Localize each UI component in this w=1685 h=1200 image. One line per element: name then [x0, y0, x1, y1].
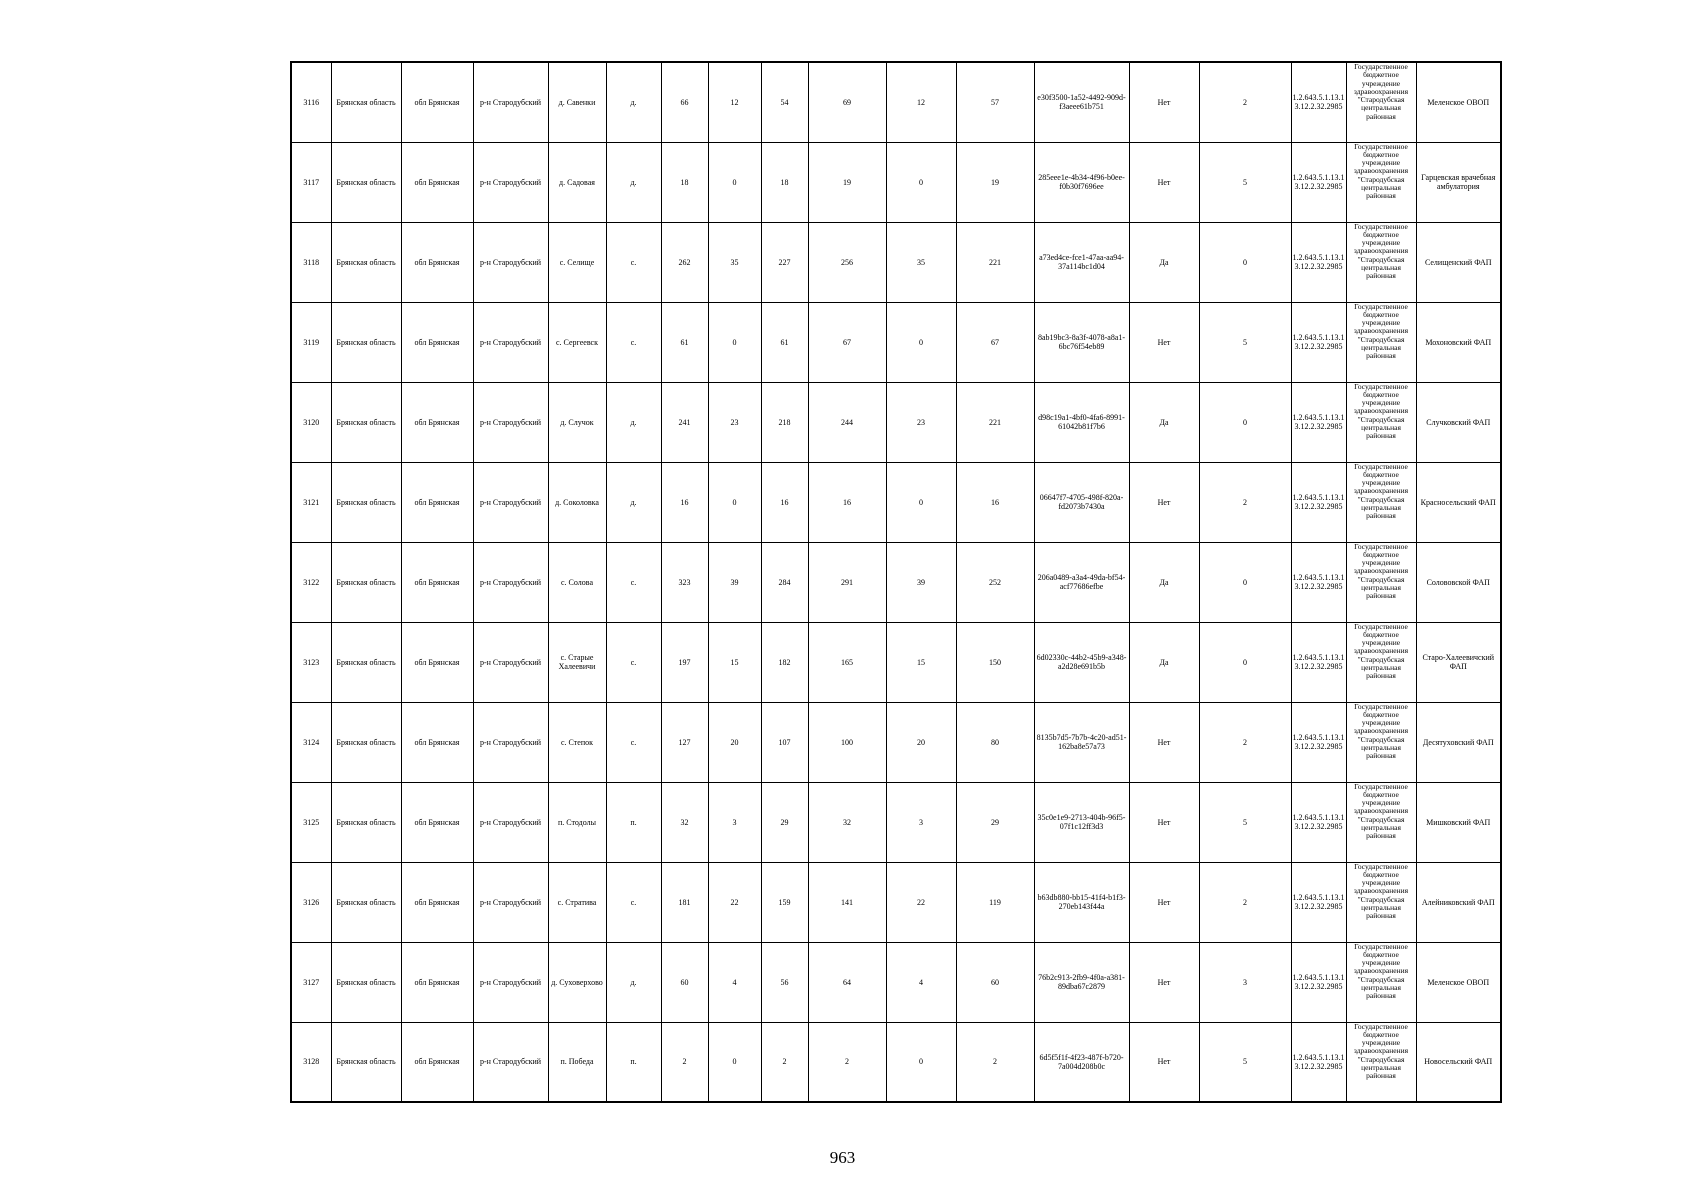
cell-oblast: обл Брянская: [401, 862, 473, 942]
cell-locality: д. Садовая: [548, 142, 606, 222]
cell-org: Государственное бюджетное учреждение здравоохранения "Стародубская центральная районная: [1346, 382, 1416, 462]
cell-locality: д. Случок: [548, 382, 606, 462]
cell-region: Брянская область: [331, 942, 401, 1022]
cell-type: д.: [606, 942, 661, 1022]
cell-n4: 244: [808, 382, 886, 462]
cell-locality: д. Суховерхово: [548, 942, 606, 1022]
cell-n6: 57: [956, 62, 1034, 142]
cell-guid: 06647f7-4705-498f-820a-fd2073b7430a: [1034, 462, 1129, 542]
cell-org: Государственное бюджетное учреждение здравоохранения "Стародубская центральная районная: [1346, 542, 1416, 622]
cell-oid: 1.2.643.5.1.13.13.12.2.32.2985: [1291, 542, 1346, 622]
table-row: [291, 462, 1501, 542]
cell-n4: 256: [808, 222, 886, 302]
cell-n3: 18: [761, 142, 808, 222]
cell-oid: 1.2.643.5.1.13.13.12.2.32.2985: [1291, 382, 1346, 462]
cell-flag: Нет: [1129, 142, 1199, 222]
cell-guid: 8ab19bc3-8a3f-4078-a8a1-6bc76f54eb89: [1034, 302, 1129, 382]
cell-count: 5: [1199, 782, 1291, 862]
cell-count: 0: [1199, 542, 1291, 622]
cell-guid: d98c19a1-4bf0-4fa6-8991-61042b81f7b6: [1034, 382, 1129, 462]
cell-type: п.: [606, 1022, 661, 1102]
cell-flag: Да: [1129, 222, 1199, 302]
table-row: [291, 862, 1501, 942]
cell-num: 3118: [291, 222, 331, 302]
cell-n1: 61: [661, 302, 708, 382]
cell-n4: 32: [808, 782, 886, 862]
cell-rayon: р-н Стародубский: [473, 142, 548, 222]
cell-type: с.: [606, 542, 661, 622]
cell-count: 0: [1199, 222, 1291, 302]
cell-n2: 0: [708, 462, 761, 542]
cell-n3: 182: [761, 622, 808, 702]
cell-flag: Нет: [1129, 702, 1199, 782]
cell-num: 3123: [291, 622, 331, 702]
cell-org: Государственное бюджетное учреждение здравоохранения "Стародубская центральная районная: [1346, 622, 1416, 702]
cell-n6: 19: [956, 142, 1034, 222]
cell-n6: 60: [956, 942, 1034, 1022]
cell-n5: 0: [886, 302, 956, 382]
cell-oid: 1.2.643.5.1.13.13.12.2.32.2985: [1291, 302, 1346, 382]
cell-region: Брянская область: [331, 542, 401, 622]
cell-guid: 35c0e1e9-2713-404b-96f5-07f1c12ff3d3: [1034, 782, 1129, 862]
cell-n5: 12: [886, 62, 956, 142]
cell-type: с.: [606, 862, 661, 942]
cell-unit: Меленское ОВОП: [1416, 942, 1501, 1022]
cell-n5: 4: [886, 942, 956, 1022]
cell-rayon: р-н Стародубский: [473, 702, 548, 782]
cell-unit: Мохоновский ФАП: [1416, 302, 1501, 382]
cell-locality: п. Победа: [548, 1022, 606, 1102]
cell-num: 3126: [291, 862, 331, 942]
cell-num: 3125: [291, 782, 331, 862]
cell-rayon: р-н Стародубский: [473, 1022, 548, 1102]
cell-oid: 1.2.643.5.1.13.13.12.2.32.2985: [1291, 942, 1346, 1022]
cell-oblast: обл Брянская: [401, 1022, 473, 1102]
cell-flag: Да: [1129, 622, 1199, 702]
cell-count: 2: [1199, 62, 1291, 142]
cell-locality: с. Селище: [548, 222, 606, 302]
cell-flag: Нет: [1129, 782, 1199, 862]
cell-flag: Нет: [1129, 1022, 1199, 1102]
cell-n4: 64: [808, 942, 886, 1022]
cell-n1: 241: [661, 382, 708, 462]
cell-region: Брянская область: [331, 462, 401, 542]
cell-count: 5: [1199, 142, 1291, 222]
cell-type: д.: [606, 382, 661, 462]
cell-n4: 16: [808, 462, 886, 542]
cell-n5: 22: [886, 862, 956, 942]
cell-n5: 20: [886, 702, 956, 782]
cell-unit: Старо-Халеевичский ФАП: [1416, 622, 1501, 702]
cell-org: Государственное бюджетное учреждение здравоохранения "Стародубская центральная районная: [1346, 782, 1416, 862]
cell-n6: 80: [956, 702, 1034, 782]
table-row: [291, 1022, 1501, 1102]
cell-org: Государственное бюджетное учреждение здравоохранения "Стародубская центральная районная: [1346, 302, 1416, 382]
cell-rayon: р-н Стародубский: [473, 62, 548, 142]
cell-rayon: р-н Стародубский: [473, 542, 548, 622]
cell-count: 3: [1199, 942, 1291, 1022]
cell-n5: 15: [886, 622, 956, 702]
cell-type: д.: [606, 462, 661, 542]
cell-unit: Солововской ФАП: [1416, 542, 1501, 622]
cell-n1: 2: [661, 1022, 708, 1102]
cell-num: 3117: [291, 142, 331, 222]
cell-rayon: р-н Стародубский: [473, 302, 548, 382]
cell-locality: с. Сергеевск: [548, 302, 606, 382]
cell-unit: Десятуховский ФАП: [1416, 702, 1501, 782]
page-number: 963: [829, 1148, 856, 1167]
cell-n1: 16: [661, 462, 708, 542]
cell-oid: 1.2.643.5.1.13.13.12.2.32.2985: [1291, 1022, 1346, 1102]
cell-n1: 18: [661, 142, 708, 222]
cell-n4: 291: [808, 542, 886, 622]
cell-region: Брянская область: [331, 1022, 401, 1102]
cell-oblast: обл Брянская: [401, 302, 473, 382]
cell-flag: Нет: [1129, 862, 1199, 942]
table-row: [291, 222, 1501, 302]
cell-count: 0: [1199, 382, 1291, 462]
cell-n2: 0: [708, 142, 761, 222]
table-row: [291, 542, 1501, 622]
cell-n1: 323: [661, 542, 708, 622]
cell-unit: Мишковский ФАП: [1416, 782, 1501, 862]
cell-guid: a73ed4ce-fce1-47aa-aa94-37a114bc1d04: [1034, 222, 1129, 302]
cell-oblast: обл Брянская: [401, 382, 473, 462]
cell-n3: 61: [761, 302, 808, 382]
cell-oblast: обл Брянская: [401, 62, 473, 142]
cell-num: 3128: [291, 1022, 331, 1102]
cell-count: 2: [1199, 462, 1291, 542]
cell-type: с.: [606, 702, 661, 782]
cell-region: Брянская область: [331, 302, 401, 382]
cell-n3: 284: [761, 542, 808, 622]
cell-oid: 1.2.643.5.1.13.13.12.2.32.2985: [1291, 142, 1346, 222]
cell-region: Брянская область: [331, 782, 401, 862]
cell-flag: Нет: [1129, 462, 1199, 542]
cell-n1: 181: [661, 862, 708, 942]
cell-guid: 76b2c913-2fb9-4f0a-a381-89dba67c2879: [1034, 942, 1129, 1022]
cell-n2: 0: [708, 302, 761, 382]
table-row: [291, 942, 1501, 1022]
cell-oblast: обл Брянская: [401, 222, 473, 302]
cell-n3: 218: [761, 382, 808, 462]
cell-n1: 127: [661, 702, 708, 782]
cell-locality: с. Степок: [548, 702, 606, 782]
table-body: [291, 62, 1501, 1102]
cell-n5: 3: [886, 782, 956, 862]
cell-num: 3119: [291, 302, 331, 382]
cell-n1: 197: [661, 622, 708, 702]
cell-n4: 19: [808, 142, 886, 222]
cell-guid: 6d5f5f1f-4f23-487f-b720-7a004d208b0c: [1034, 1022, 1129, 1102]
cell-unit: Случковский ФАП: [1416, 382, 1501, 462]
cell-count: 5: [1199, 1022, 1291, 1102]
cell-count: 2: [1199, 702, 1291, 782]
cell-oid: 1.2.643.5.1.13.13.12.2.32.2985: [1291, 622, 1346, 702]
cell-n6: 2: [956, 1022, 1034, 1102]
cell-type: с.: [606, 222, 661, 302]
cell-guid: 8135b7d5-7b7b-4c20-ad51-162ba8e57a73: [1034, 702, 1129, 782]
cell-locality: с. Старые Халеевичи: [548, 622, 606, 702]
cell-unit: Меленское ОВОП: [1416, 62, 1501, 142]
cell-n3: 16: [761, 462, 808, 542]
cell-num: 3127: [291, 942, 331, 1022]
cell-org: Государственное бюджетное учреждение здравоохранения "Стародубская центральная районная: [1346, 142, 1416, 222]
cell-region: Брянская область: [331, 622, 401, 702]
cell-n5: 23: [886, 382, 956, 462]
cell-n2: 23: [708, 382, 761, 462]
cell-n6: 252: [956, 542, 1034, 622]
cell-org: Государственное бюджетное учреждение здравоохранения "Стародубская центральная районная: [1346, 942, 1416, 1022]
cell-n4: 165: [808, 622, 886, 702]
cell-n4: 141: [808, 862, 886, 942]
cell-n4: 2: [808, 1022, 886, 1102]
cell-rayon: р-н Стародубский: [473, 942, 548, 1022]
cell-n2: 0: [708, 1022, 761, 1102]
cell-locality: п. Стодолы: [548, 782, 606, 862]
cell-type: с.: [606, 302, 661, 382]
cell-guid: e30f3500-1a52-4492-909d-f3aeee61b751: [1034, 62, 1129, 142]
cell-guid: 285eee1e-4b34-4f96-b0ee-f0b30f7696ee: [1034, 142, 1129, 222]
cell-rayon: р-н Стародубский: [473, 382, 548, 462]
cell-rayon: р-н Стародубский: [473, 462, 548, 542]
cell-rayon: р-н Стародубский: [473, 622, 548, 702]
cell-flag: Да: [1129, 542, 1199, 622]
cell-region: Брянская область: [331, 702, 401, 782]
cell-type: с.: [606, 622, 661, 702]
cell-n3: 29: [761, 782, 808, 862]
cell-oblast: обл Брянская: [401, 462, 473, 542]
cell-n6: 67: [956, 302, 1034, 382]
table-row: [291, 702, 1501, 782]
cell-n4: 67: [808, 302, 886, 382]
cell-count: 2: [1199, 862, 1291, 942]
cell-n4: 100: [808, 702, 886, 782]
data-table: [290, 61, 1502, 1103]
table-row: [291, 302, 1501, 382]
cell-n3: 56: [761, 942, 808, 1022]
cell-flag: Нет: [1129, 942, 1199, 1022]
cell-oblast: обл Брянская: [401, 542, 473, 622]
cell-n2: 35: [708, 222, 761, 302]
cell-n5: 39: [886, 542, 956, 622]
cell-n3: 107: [761, 702, 808, 782]
cell-oblast: обл Брянская: [401, 702, 473, 782]
cell-oblast: обл Брянская: [401, 622, 473, 702]
cell-flag: Нет: [1129, 302, 1199, 382]
cell-rayon: р-н Стародубский: [473, 222, 548, 302]
cell-num: 3116: [291, 62, 331, 142]
cell-org: Государственное бюджетное учреждение здравоохранения "Стародубская центральная районная: [1346, 862, 1416, 942]
cell-n6: 221: [956, 382, 1034, 462]
cell-flag: Нет: [1129, 62, 1199, 142]
cell-n6: 119: [956, 862, 1034, 942]
cell-org: Государственное бюджетное учреждение здравоохранения "Стародубская центральная районная: [1346, 462, 1416, 542]
cell-n1: 262: [661, 222, 708, 302]
cell-type: д.: [606, 142, 661, 222]
cell-type: д.: [606, 62, 661, 142]
cell-oblast: обл Брянская: [401, 942, 473, 1022]
cell-org: Государственное бюджетное учреждение здравоохранения "Стародубская центральная районная: [1346, 702, 1416, 782]
cell-guid: 206a0489-a3a4-49da-bf54-acf77686efbe: [1034, 542, 1129, 622]
cell-org: Государственное бюджетное учреждение здравоохранения "Стародубская центральная районная: [1346, 1022, 1416, 1102]
cell-guid: 6d02330c-44b2-45b9-a348-a2d28e691b5b: [1034, 622, 1129, 702]
table-row: [291, 782, 1501, 862]
cell-n2: 20: [708, 702, 761, 782]
table-row: [291, 382, 1501, 462]
cell-n6: 221: [956, 222, 1034, 302]
cell-unit: Селищенский ФАП: [1416, 222, 1501, 302]
cell-n4: 69: [808, 62, 886, 142]
cell-n2: 22: [708, 862, 761, 942]
cell-n5: 0: [886, 142, 956, 222]
table-row: [291, 622, 1501, 702]
cell-locality: с. Солова: [548, 542, 606, 622]
cell-org: Государственное бюджетное учреждение здравоохранения "Стародубская центральная районная: [1346, 62, 1416, 142]
cell-oid: 1.2.643.5.1.13.13.12.2.32.2985: [1291, 782, 1346, 862]
cell-n2: 15: [708, 622, 761, 702]
table-row: [291, 62, 1501, 142]
cell-n5: 0: [886, 1022, 956, 1102]
cell-n2: 4: [708, 942, 761, 1022]
cell-num: 3124: [291, 702, 331, 782]
cell-n6: 29: [956, 782, 1034, 862]
cell-n5: 35: [886, 222, 956, 302]
cell-oid: 1.2.643.5.1.13.13.12.2.32.2985: [1291, 862, 1346, 942]
cell-n1: 66: [661, 62, 708, 142]
cell-org: Государственное бюджетное учреждение здравоохранения "Стародубская центральная районная: [1346, 222, 1416, 302]
cell-region: Брянская область: [331, 62, 401, 142]
cell-region: Брянская область: [331, 222, 401, 302]
cell-count: 0: [1199, 622, 1291, 702]
cell-oid: 1.2.643.5.1.13.13.12.2.32.2985: [1291, 702, 1346, 782]
cell-n6: 150: [956, 622, 1034, 702]
cell-n2: 12: [708, 62, 761, 142]
cell-n3: 227: [761, 222, 808, 302]
cell-n3: 54: [761, 62, 808, 142]
cell-unit: Красносельский ФАП: [1416, 462, 1501, 542]
cell-num: 3121: [291, 462, 331, 542]
cell-n6: 16: [956, 462, 1034, 542]
cell-oblast: обл Брянская: [401, 142, 473, 222]
cell-locality: с. Стратива: [548, 862, 606, 942]
cell-n2: 3: [708, 782, 761, 862]
cell-oid: 1.2.643.5.1.13.13.12.2.32.2985: [1291, 462, 1346, 542]
cell-n5: 0: [886, 462, 956, 542]
cell-num: 3122: [291, 542, 331, 622]
cell-n1: 60: [661, 942, 708, 1022]
cell-oid: 1.2.643.5.1.13.13.12.2.32.2985: [1291, 222, 1346, 302]
cell-n3: 2: [761, 1022, 808, 1102]
table-row: [291, 142, 1501, 222]
cell-locality: д. Савенки: [548, 62, 606, 142]
cell-n1: 32: [661, 782, 708, 862]
cell-region: Брянская область: [331, 862, 401, 942]
cell-n3: 159: [761, 862, 808, 942]
cell-guid: b63db880-bb15-41f4-b1f3-270eb143f44a: [1034, 862, 1129, 942]
cell-rayon: р-н Стародубский: [473, 862, 548, 942]
cell-locality: д. Соколовка: [548, 462, 606, 542]
cell-type: п.: [606, 782, 661, 862]
cell-region: Брянская область: [331, 142, 401, 222]
cell-unit: Гарцевская врачебная амбулатория: [1416, 142, 1501, 222]
cell-unit: Алейниковский ФАП: [1416, 862, 1501, 942]
cell-num: 3120: [291, 382, 331, 462]
cell-oblast: обл Брянская: [401, 782, 473, 862]
cell-count: 5: [1199, 302, 1291, 382]
cell-n2: 39: [708, 542, 761, 622]
cell-unit: Новосельский ФАП: [1416, 1022, 1501, 1102]
cell-flag: Да: [1129, 382, 1199, 462]
cell-oid: 1.2.643.5.1.13.13.12.2.32.2985: [1291, 62, 1346, 142]
cell-region: Брянская область: [331, 382, 401, 462]
cell-rayon: р-н Стародубский: [473, 782, 548, 862]
